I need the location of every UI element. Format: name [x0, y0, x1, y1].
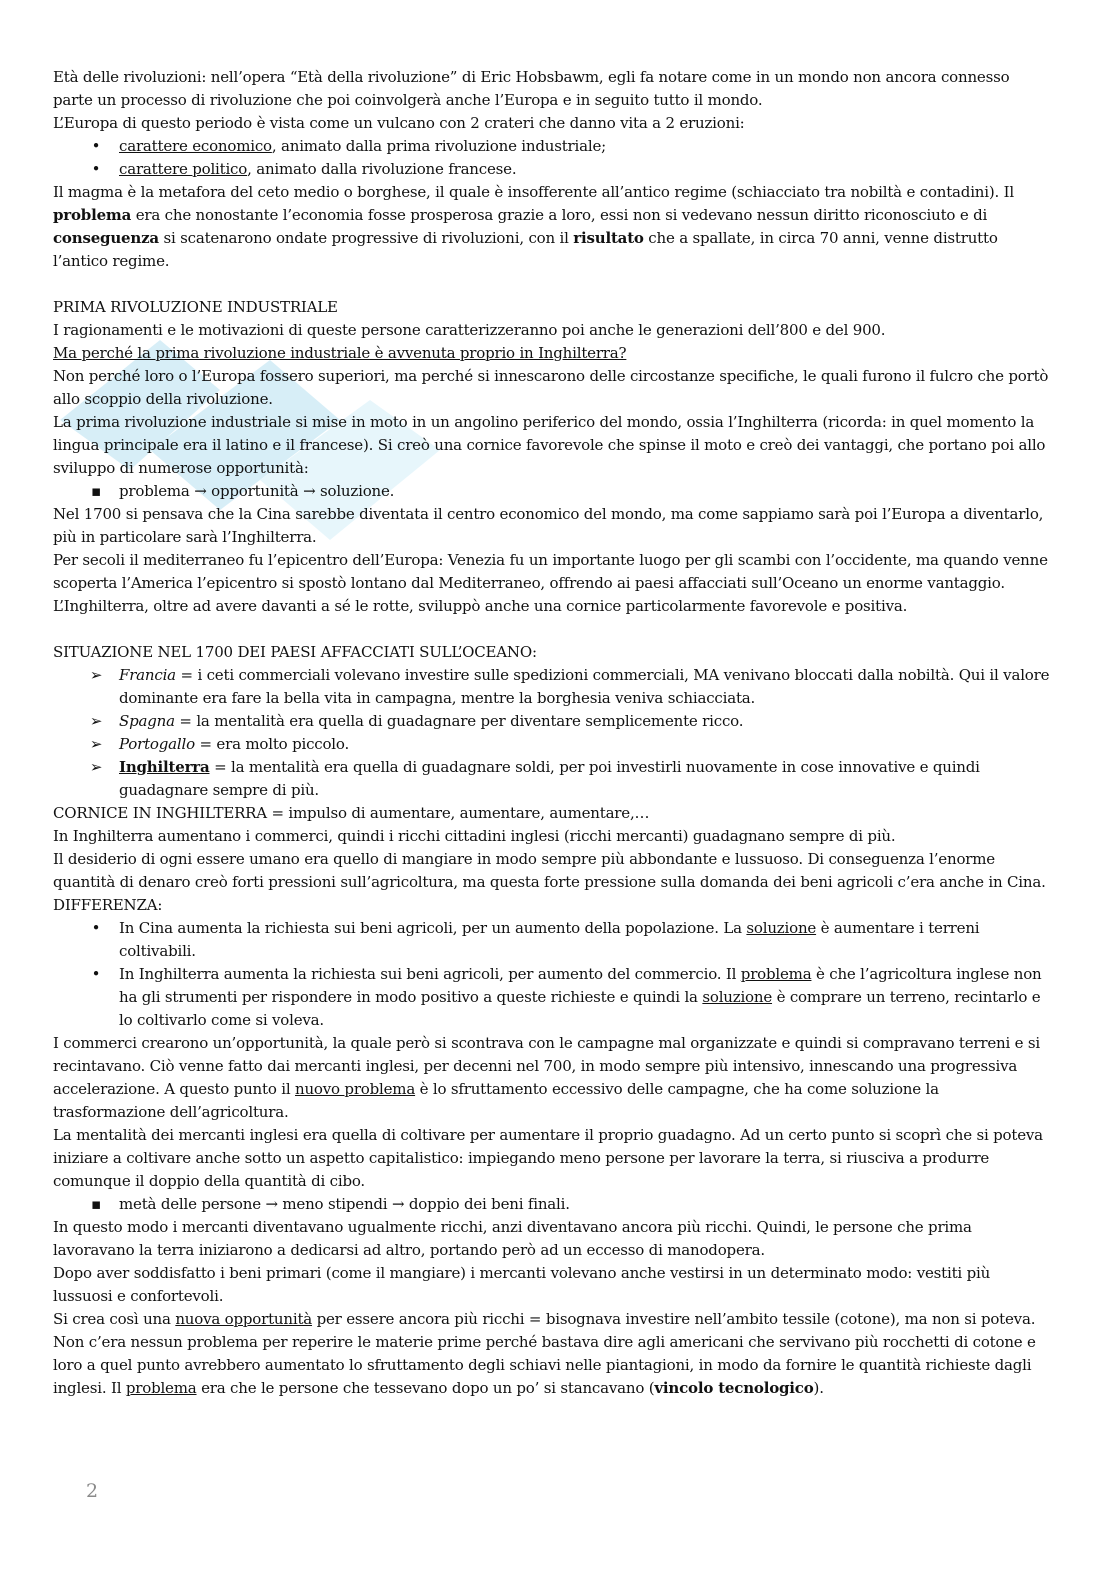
differences-list: [53, 917, 1053, 1032]
paragraph: I ragionamenti e le motivazioni di queste persone caratterizzeranno poi anche le generazioni dell’800 e del 900.: [53, 321, 886, 339]
magma-paragraph: Il magma è la metafora del ceto medio o borghese, il quale è insofferente all’antico regime (schiacciato tra nobiltà e contadini). Il problema era che nonostante l’economia fosse prosperosa grazie a loro, essi non si vedevano nessun diritto riconosciuto e di conseguenza si scatenarono ondate progressive di rivoluzioni, con il risultato che a spallate, in circa 70 anni, venne distrutto l’antico regime.: [53, 183, 1014, 270]
square-bullet-icon: ▪: [91, 1195, 101, 1213]
flow-list: [53, 1193, 1053, 1216]
flow-list: [53, 480, 1053, 503]
document-page: [53, 66, 1053, 1400]
paragraph: CORNICE IN INGHILTERRA = impulso di aumentare, aumentare, aumentare,…: [53, 804, 650, 822]
arrow-bullet-icon: ➢: [89, 735, 103, 753]
list-item: • In Inghilterra aumenta la richiesta sui beni agricoli, per aumento del commercio. Il problema è che l’agricoltura inglese non ha gli strumenti per rispondere in modo positivo a queste richieste e quindi la soluzione è comprare un terreno, recintarlo e lo coltivarlo come si voleva.: [53, 963, 1053, 1032]
list-item: ▪ problema → opportunità → soluzione.: [53, 480, 1053, 503]
paragraph: Nel 1700 si pensava che la Cina sarebbe diventata il centro economico del mondo, ma come sappiamo sarà poi l’Europa a diventarlo, più in particolare sarà l’Inghilterra.: [53, 505, 1044, 546]
subheading: DIFFERENZA:: [53, 896, 163, 914]
bullet-icon: •: [91, 965, 101, 983]
arrow-bullet-icon: ➢: [89, 666, 103, 684]
paragraph: Per secoli il mediterraneo fu l’epicentro dell’Europa: Venezia fu un importante luogo per gli scambi con l’occidente, ma quando venne scoperta l’America l’epicentro si spostò lontano dal Mediterraneo, offrendo ai paesi affacciati sull’Oceano un enorme vantaggio.: [53, 551, 1048, 592]
eruptions-list: [53, 135, 1053, 181]
question: Ma perché la prima rivoluzione industriale è avvenuta proprio in Inghilterra?: [53, 344, 627, 362]
intro-paragraph: Età delle rivoluzioni: nell’opera “Età della rivoluzione” di Eric Hobsbawm, egli fa notare come in un mondo non ancora connesso parte un processo di rivoluzione che poi coinvolgerà anche l’Europa e in seguito tutto il mondo.: [53, 68, 1010, 109]
list-item: ➢ Inghilterra = la mentalità era quella di guadagnare soldi, per poi investirli nuovamente in cose innovative e quindi guadagnare sempre di più.: [53, 756, 1053, 802]
square-bullet-icon: ▪: [91, 482, 101, 500]
list-item: ➢ Spagna = la mentalità era quella di guadagnare per diventare semplicemente ricco.: [53, 710, 1053, 733]
list-item: ▪ metà delle persone → meno stipendi → doppio dei beni finali.: [53, 1193, 1053, 1216]
list-item: • carattere politico, animato dalla rivoluzione francese.: [53, 158, 1053, 181]
arrow-bullet-icon: ➢: [89, 712, 103, 730]
list-item: ➢ Portogallo = era molto piccolo.: [53, 733, 1053, 756]
paragraph: La mentalità dei mercanti inglesi era quella di coltivare per aumentare il proprio guadagno. Ad un certo punto si scoprì che si poteva iniziare a coltivare anche sotto un aspetto capitalistico: impiegando meno persone per lavorare la terra, si riusciva a produrre comunque il doppio della quantità di cibo.: [53, 1126, 1043, 1190]
paragraph: L’Inghilterra, oltre ad avere davanti a sé le rotte, sviluppò anche una cornice particolarmente favorevole e positiva.: [53, 597, 908, 615]
paragraph: La prima rivoluzione industriale si mise in moto in un angolino periferico del mondo, ossia l’Inghilterra (ricorda: in quel momento la lingua principale era il latino e il francese). Si creò una cornice favorevole che spinse il moto e creò dei vantaggi, che portano poi allo sviluppo di numerose opportunità:: [53, 413, 1046, 477]
list-item: • carattere economico, animato dalla prima rivoluzione industriale;: [53, 135, 1053, 158]
arrow-bullet-icon: ➢: [89, 758, 103, 776]
list-item: ➢ Francia = i ceti commerciali volevano investire sulle spedizioni commerciali, MA venivano bloccati dalla nobiltà. Qui il valore dominante era fare la bella vita in campagna, mentre la borghesia veniva schiacciata.: [53, 664, 1053, 710]
section-heading: SITUAZIONE NEL 1700 DEI PAESI AFFACCIATI SULL’OCEANO:: [53, 643, 537, 661]
page-number: 2: [86, 1480, 99, 1502]
bullet-icon: •: [91, 919, 101, 937]
countries-list: [53, 664, 1053, 802]
paragraph: Non perché loro o l’Europa fossero superiori, ma perché si innescarono delle circostanze specifiche, le quali furono il fulcro che portò allo scoppio della rivoluzione.: [53, 367, 1049, 408]
list-item: • In Cina aumenta la richiesta sui beni agricoli, per un aumento della popolazione. La soluzione è aumentare i terreni coltivabili.: [53, 917, 1053, 963]
section-heading: PRIMA RIVOLUZIONE INDUSTRIALE: [53, 298, 338, 316]
paragraph: Il desiderio di ogni essere umano era quello di mangiare in modo sempre più abbondante e lussuoso. Di conseguenza l’enorme quantità di denaro creò forti pressioni sull’agricoltura, ma questa forte pressione sulla domanda dei beni agricoli c’era anche in Cina.: [53, 850, 1046, 891]
paragraph: Dopo aver soddisfatto i beni primari (come il mangiare) i mercanti volevano anche vestirsi in un determinato modo: vestiti più lussuosi e confortevoli.: [53, 1264, 991, 1305]
paragraph: Si crea così una nuova opportunità per essere ancora più ricchi = bisognava investire nell’ambito tessile (cotone), ma non si poteva. Non c’era nessun problema per reperire le materie prime perché bastava dire agli americani che servivano più rocchetti di cotone e loro a quel punto avrebbero aumentato lo sfruttamento degli schiavi nelle piantagioni, in modo da fornire le quantità richieste dagli inglesi. Il problema era che le persone che tessevano dopo un po’ si stancavano (vincolo tecnologico).: [53, 1310, 1036, 1397]
paragraph: In Inghilterra aumentano i commerci, quindi i ricchi cittadini inglesi (ricchi mercanti) guadagnano sempre di più.: [53, 827, 896, 845]
bullet-icon: •: [91, 160, 101, 178]
paragraph: In questo modo i mercanti diventavano ugualmente ricchi, anzi diventavano ancora più ricchi. Quindi, le persone che prima lavoravano la terra iniziarono a dedicarsi ad altro, portando però ad un eccesso di manodopera.: [53, 1218, 972, 1259]
bullet-icon: •: [91, 137, 101, 155]
paragraph: I commerci crearono un’opportunità, la quale però si scontrava con le campagne mal organizzate e quindi si compravano terreni e si recintavano. Ciò venne fatto dai mercanti inglesi, per decenni nel 700, in modo sempre più intensivo, innescando una progressiva accelerazione. A questo punto il nuovo problema è lo sfruttamento eccessivo delle campagne, che ha come soluzione la trasformazione dell’agricoltura.: [53, 1034, 1041, 1121]
intro-volcano-paragraph: L’Europa di questo periodo è vista come un vulcano con 2 crateri che danno vita a 2 eruzioni:: [53, 114, 745, 132]
